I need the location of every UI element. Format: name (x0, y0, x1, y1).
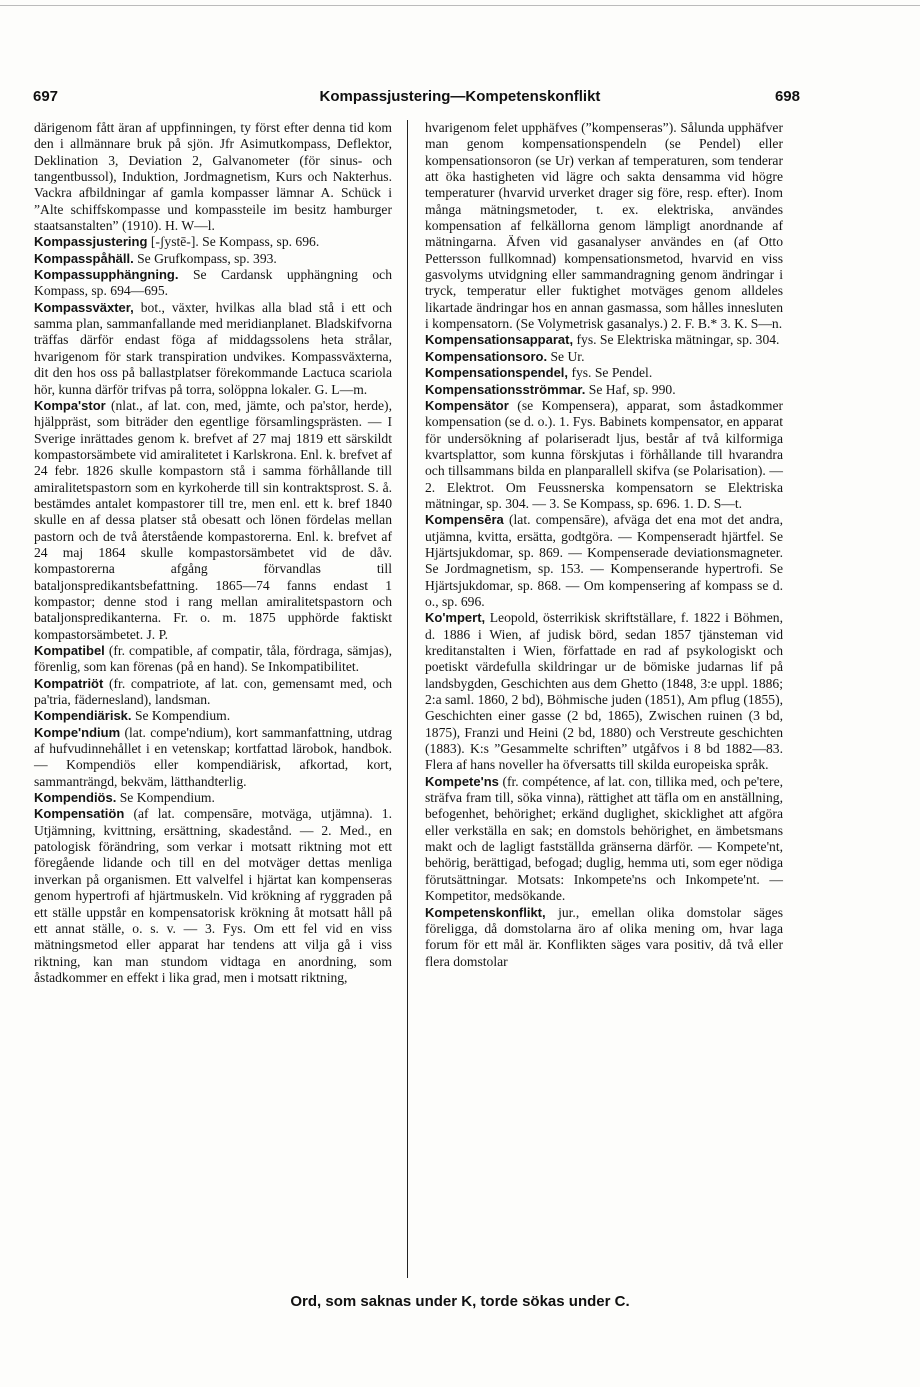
entry-headword: Kompensätor (425, 397, 509, 413)
entry-headword: Kompensationsoro. (425, 348, 548, 364)
right-column (425, 120, 783, 970)
entry-headword: Kompensēra (425, 512, 504, 528)
entry-text: [-ʃystē-]. Se Kompass, sp. 696. (150, 234, 320, 250)
entry-headword: Kompendiös. (34, 790, 117, 806)
entry-text: (af lat. compensāre, motväga, utjämna). 1. Utjämning, kvittning, ersättning, skadestånd. — 2. Med., en patologisk förändring, som verkar i motsatt riktning mot ett föregående lidande och till en del motväger dettas menliga inverkan på organismen. Ett valvelfel i hjärtat kan kompenseras genom hypertrofi af hjärtmuskeln. Vid krökning af ryggraden på ett ställe uppstår en kompensatorisk krökning åt motsatt håll på ett annat ställe, o. s. v. — 3. Fys. Om ett fel vid en viss mätningsmetod eller apparat har tendens att vilja gå i viss riktning, kan man stundom vidtaga en anordning, som åstadkommer en effekt i lika grad, men i motsatt riktning, (34, 806, 392, 985)
entry-text: hvarigenom felet upphäfves (”kompenseras”). Sålunda upphäfver man genom kompensationspendeln (se Pendel) eller kompensationsoron (se Ur) verkan af temperaturen, som tenderar att öka hastigheten vid lägre och sakta densamma vid högre temperaturer (hvarvid urverket drager sig före, resp. efter). Inom många mätningsmetoder, t. ex. elektriska, användes kompensation af felkällorna genom lämpligt anordnande af mätningarna. Äfven vid gasanalyser användes en (af Otto Pettersson fullkomnad) kompensationsmetod, hvarvid en viss gasvolyms utvidgning eller sammandragning genom ändringar i tryck, temperatur eller fuktighet motväges genom alldeles likartade ändringar hos en annan gasmassa, som hålles innesluten i kompensatorn. (Se Volymetrisk gasanalys.) 2. F. B.* 3. K. S—n. (425, 120, 783, 332)
entry-text: (fr. compétence, af lat. con, tillika med, och pe'tere, sträfva fram till, söka vinna), rättighet att täfla om en anställning, befogenhet, behörighet; erkänd duglighet, skicklighet att afgöra eller verkställa en sak; en domstols behörighet, en ämbetsmans makt och de lagligt fastställda gränserna därför. — Kompete'nt, behörig, berättigad, befogad; duglig, hemma uti, som eger nödiga förutsättningar. Motsats: Inkompete'ns och Inkompete'nt. — Kompetitor, medsökande. (425, 773, 783, 904)
entry-text: bot., växter, hvilkas alla blad stå i ett och samma plan, sammanfallande med meridianplanet. Bladskifvorna träffas därför endast föga af middagssolens heta strålar, hvarigenom för stark transpiration undvikes. Kompassväxterna, dit den hos oss på ballastplatser förekommande Lactuca scariola hör, kunna därför trifvas på torra, solöppna lokaler. G. L—m. (34, 299, 393, 397)
entry-text: fys. Se Pendel. (571, 365, 653, 381)
column-divider (407, 120, 408, 1278)
dictionary-entry (34, 234, 392, 250)
entry-text: Se Grufkompass, sp. 393. (137, 250, 277, 266)
dictionary-entry (34, 300, 392, 398)
entry-headword: Kompassjustering (34, 234, 148, 250)
dictionary-entry (425, 382, 783, 398)
entry-headword: Kompasspåhäll. (34, 250, 134, 266)
entry-text: (lat. compensāre), afväga det ena mot det andra, utjämna, kvitta, ersätta, godtgöra. — Kompenseradt hjärtfel. Se Hjärtsjukdomar, sp. 869. — Kompenserade deviationsmagneter. Se Jordmagnetism, sp. 153. — Kompenserande hypertrofi. Se Hjärtsjukdomar, sp. 868. — Om kompensering af kompass se d. o., sp. 696. (425, 512, 783, 609)
entry-text: (fr. compatible, af compatir, tåla, fördraga, sämjas), förenlig, som kan förenas (på en hand). Se Inkompatibilitet. (34, 643, 392, 675)
entry-headword: Kompensationspendel, (425, 365, 569, 381)
entry-headword: Ko'mpert, (425, 610, 486, 626)
dictionary-entry (34, 708, 392, 724)
dictionary-entry (34, 643, 392, 676)
entry-text: fys. Se Elektriska mätningar, sp. 304. (576, 332, 780, 348)
entry-text: Se Kompendium. (119, 790, 215, 806)
left-column (34, 120, 392, 986)
entry-text: Se Kompendium. (134, 708, 231, 724)
dictionary-entry (425, 512, 783, 610)
entry-headword: Kompensationsströmmar. (425, 381, 586, 397)
dictionary-entry (34, 251, 392, 267)
entry-text: Se Ur. (550, 348, 585, 364)
dictionary-entry (425, 349, 783, 365)
entry-headword: Kompe'ndium (34, 724, 121, 740)
dictionary-entry (425, 365, 783, 381)
entry-text: jur., emellan olika domstolar säges föreligga, då domstolarna äro af olika mening om, hvar laga forum för ett mål är. Konflikten säges vara positiv, då två eller flera domstolar (425, 904, 783, 969)
entry-headword: Kompassupphängning. (34, 267, 179, 283)
entry-text: (se Kompensera), apparat, som åstadkommer kompensation (se d. o.). 1. Fys. Babinets kompensator, en apparat för undersökning af polariseradt ljus, består af två kilformiga kvartsplattor, som kunna förskjutas i förhållande till hvarandra och tillsammans bilda en planparallell skifva (se Polarisation). — 2. Elektrot. Om Feussnerska kompensatorn se Elektriska mätningar, sp. 304. — 3. Se Kompass, sp. 696. 1. D. S—t. (425, 397, 784, 511)
dictionary-entry (425, 610, 783, 773)
top-edge-line (0, 5, 920, 6)
dictionary-entry (425, 120, 783, 332)
entry-headword: Kompatibel (34, 643, 105, 658)
entry-headword: Kompensationsapparat, (425, 332, 574, 348)
entry-text: Se Cardansk upphängning och Kompass, sp. 694—695. (34, 267, 392, 299)
dictionary-entry (34, 725, 392, 790)
dictionary-entry (425, 774, 783, 905)
entry-text: (nlat., af lat. con, med, jämte, och pa'stor, herde), hjälppräst, som biträder den egentlige församlingsprästen. — I Sverige inrättades genom k. brefvet af 27 maj 1819 ett särskildt kompastorsämbete vid amiralitetet i Karlskrona. Enl. k. brefvet af 24 febr. 1826 skulle kompastorn stå i samma förhållande till amiralitetspastorn som en kyrkoherde till sin kontraktsprost. S. å. bestämdes antalet kompastorer till tre, men enl. ett k. bref 1840 skulle en af dessa platser stå obesatt och lönen fördelas mellan pastorn och de två återstående kompastorerna. Enl. k. brefvet af 24 maj 1864 skulle kompastorsämbetet vid de dåv. kompastorerna afgång förvandlas till bataljonspredikantsbefattning. 1865—74 fanns endast 1 kompastor; denne stod i rang mellan amiralitetspastorn och bataljonspredikanterna. Fr. o. m. 1875 upphörde faktiskt kompastorsämbetet. J. P. (34, 397, 392, 642)
footer-note: Ord, som saknas under K, torde sökas under C. (290, 1293, 630, 1310)
dictionary-entry (425, 398, 783, 512)
entry-text: (fr. compatriote, af lat. con, gemensamt med, och pa'tria, fädernesland), landsman. (34, 675, 392, 708)
dictionary-entry (34, 676, 392, 709)
page-number-left: 697 (33, 88, 59, 105)
entry-headword: Kompendiärisk. (34, 708, 132, 724)
dictionary-entry (425, 332, 783, 348)
entry-headword: Kompetenskonflikt, (425, 904, 546, 920)
entry-headword: Kompete'ns (425, 773, 499, 789)
dictionary-entry (34, 120, 392, 234)
entry-text: Se Haf, sp. 990. (588, 381, 676, 397)
dictionary-entry (34, 806, 392, 986)
entry-text: (lat. compe'ndium), kort sammanfattning, utdrag af hufvudinnehållet i en vetenskap; kortfattad lärobok, handbok. — Kompendiös eller kompendiärisk, afkortad, kort, sammanträngd, bekväm, lätthandterlig. (34, 724, 392, 789)
entry-headword: Kompensatiön (34, 806, 125, 822)
entry-headword: Kompa'stor (34, 397, 106, 413)
entry-headword: Kompatriöt (34, 675, 104, 691)
entry-headword: Kompassväxter, (34, 299, 134, 315)
dictionary-entry (425, 905, 783, 970)
entry-text: därigenom fått äran af uppfinningen, ty först efter denna tid kom den i allmännare bruk på sjön. Jfr Asimutkompass, Deflektor, Deklination 3, Deviation 2, Galvanometer (för sinus- och tangentbussol), Induktion, Jordmagnetism, Kurs och Nakterhus. Vackra afbildningar af gamla kompasser lämnar A. Schück i ”Alte schiffskompasse und kompassteile im besitz hamburger staatsanstalten” (1910). H. W—l. (34, 120, 392, 234)
dictionary-entry (34, 398, 392, 643)
entry-text: Leopold, österrikisk skriftställare, f. 1822 i Böhmen, d. 1886 i Wien, af judisk börd, sedan 1857 tjänsteman vid kreditanstalten i Wien, författade en rad af psykologiskt och poetiskt värdefulla skildringar ur de bömiske judarnas lif på landsbygden, Geschichten aus dem Ghetto (1848, 3:e uppl. 1886; 2:a saml. 1860, 2 bd), Böhmische juden (1851), Am pflug (1855), Geschichten einer gasse (2 bd, 1865), Zwischen ruinen (3 bd, 1875), Franzi und Heini (2 bd, 1880) och Verstreute geschichten (1883). K:s ”Gesammelte schriften” utgåfvos i 8 bd 1882—83. Flera af hans noveller ha öfversatts till skilda europeiska språk. (425, 610, 783, 773)
dictionary-entry (34, 267, 392, 300)
running-title: Kompassjustering—Kompetenskonflikt (319, 88, 601, 105)
page-number-right: 698 (774, 88, 800, 105)
dictionary-entry (34, 790, 392, 806)
